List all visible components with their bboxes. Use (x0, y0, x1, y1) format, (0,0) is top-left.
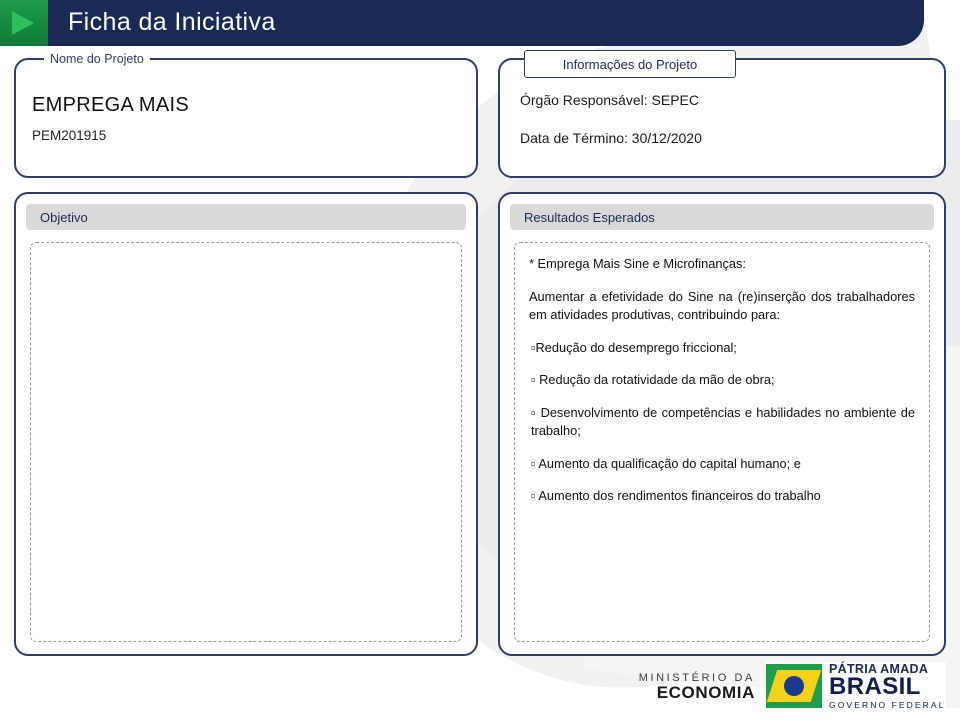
objetivo-panel (14, 192, 478, 656)
gov-line-1: PÁTRIA AMADA (829, 661, 929, 676)
project-name-legend: Nome do Projeto (44, 52, 150, 66)
project-name-value: EMPREGA MAIS (32, 94, 189, 116)
resultado-bullet: ▫ Aumento da qualificação do capital humano; e (531, 455, 801, 471)
resultados-panel-title: Resultados Esperados (510, 204, 934, 230)
government-logo (766, 662, 946, 710)
footer (0, 654, 960, 720)
resultado-bullet: ▫ Redução da rotatividade da mão de obra; (531, 372, 775, 388)
project-code-value: PEM201915 (32, 128, 107, 143)
gov-line-3: GOVERNO FEDERAL (829, 700, 946, 710)
page-title: Ficha da Iniciativa (68, 8, 276, 36)
ministry-line-2: ECONOMIA (656, 683, 755, 703)
government-logo-text (822, 663, 946, 710)
resultado-bullet: ▫ Desenvolvimento de competências e habilidades no ambiente de trabalho; (531, 404, 915, 439)
resultados-panel-body[interactable] (514, 242, 930, 642)
project-info-title-box: Informações do Projeto (524, 50, 736, 78)
resultado-paragraph: * Emprega Mais Sine e Microfinanças: (529, 256, 746, 271)
play-triangle-icon (12, 11, 34, 35)
resultado-paragraph: Aumentar a efetividade do Sine na (re)inserção dos trabalhadores em atividades produtivas, contribuindo para: (529, 288, 915, 323)
brazil-flag-icon (766, 664, 822, 708)
objetivo-panel-body[interactable] (30, 242, 462, 642)
project-info-line-2: Data de Término: 30/12/2020 (520, 130, 702, 146)
objetivo-panel-title: Objetivo (26, 204, 466, 230)
project-name-card (14, 58, 478, 178)
resultados-esperados-panel (498, 192, 946, 656)
gov-line-2: BRASIL (829, 673, 921, 700)
resultado-bullet: ▫Redução do desemprego friccional; (531, 339, 737, 355)
resultado-bullet: ▫ Aumento dos rendimentos financeiros do trabalho (531, 488, 821, 504)
project-info-line-1: Órgão Responsável: SEPEC (520, 92, 699, 108)
ministry-logo (639, 673, 755, 702)
ministry-line-1: MINISTÉRIO DA (638, 671, 755, 684)
